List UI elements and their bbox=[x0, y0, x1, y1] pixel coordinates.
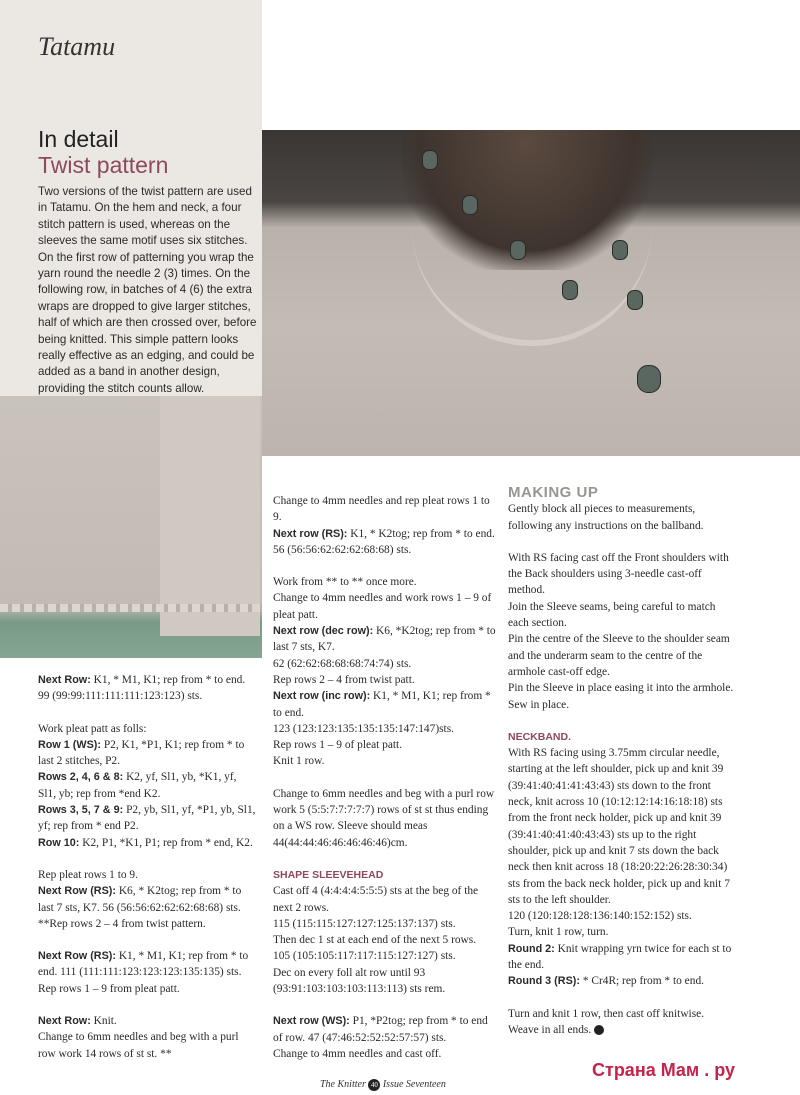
making-up-heading: MAKING UP bbox=[508, 484, 599, 501]
neckband-heading: NECKBAND. bbox=[508, 730, 571, 743]
shape-sleevehead-heading: SHAPE SLEEVEHEAD bbox=[273, 868, 384, 881]
sweater-neck-photo bbox=[262, 130, 800, 456]
page-title: Tatamu bbox=[38, 32, 116, 61]
detail-heading: In detail bbox=[38, 126, 119, 152]
detail-subheading: Twist pattern bbox=[38, 152, 169, 178]
detail-intro: Two versions of the twist pattern are used in Tatamu. On the hem and neck, a four stitch pattern is used, whereas on the sleeves the same motif uses six stitches. On the first row of patterning you wrap the yarn round the needle 2 (3) times. On the following row, in batches of 4 (6) the extra wraps are dropped to give larger stitches, half of which are then crossed over, before being knitted. This simple pattern looks really effective as an edging, and could be added as a band in another design, providing the stitch counts allow. bbox=[38, 185, 257, 395]
sleeve-hem-photo bbox=[0, 396, 262, 658]
page-number: 40 bbox=[368, 1079, 380, 1091]
column-1: Next Row: K1, * M1, K1; rep from * to end. 99 (99:99:111:111:111:123:123) sts. Work pleat patt as folls: Row 1 (WS): P2, K1, *P1, K1; rep from * to last 2 stitches, P2. Rows 2, 4, 6 & 8: K2, yf, Sl1, yb, *K1, yf, Sl1, yb; rep from *end K2. Rows 3, 5, 7 & 9: P2, yb, Sl1, yf, *P1, yb, Sl1, yf; rep from * end P2. Row 10: K2, P1, *K1, P1; rep from * end, K2. Rep pleat rows 1 to 9. Next Row (RS): K6, * K2tog; rep from * to last 7 sts, K7. 56 (56:56:62:62:62:68:68) sts. **Rep rows 2 – 4 from twist pattern. Next Row (RS): K1, * M1, K1; rep from * to end. 111 (111:111:123:123:123:135:135) sts. Rep rows 1 – 9 from pleat patt. Next Row: Knit. Change to 6mm needles and beg with a purl row work 14 rows of st st. ** bbox=[38, 674, 256, 1060]
column-3: MAKING UP Gently block all pieces to measurements, following any instructions on the ballband. With RS facing cast off the Front shoulders with the Back shoulders using 3-needle cast-off method. Join the Sleeve seams, being careful to match each section. Pin the centre of the Sleeve to the shoulder seam and the underarm seam to the centre of the armhole cast-off edge. Pin the Sleeve in place easing it into the armhole. Sew in place. NECKBAND. With RS facing using 3.75mm circular needle, starting at the left shoulder, pick up and knit 39 (39:41:40:41:41:43:43) sts down to the front neck, knit across 10 (10:12:12:14:16:18:18) sts from the front neck holder, pick up and knit 39 (39:41:40:41:40:43:43) sts up to the right shoulder, pick up and knit 7 sts down the back neck then knit across 18 (18:20:22:26:28:30:34) sts from the back neck holder, pick up and knit 7 sts to the left shoulder. 120 (120:128:128:136:140:152:152) sts. Turn, knit 1 row, turn. Round 2: Knit wrapping yrn twice for each st to the end. Round 3 (RS): * Cr4R; rep from * to end. Turn and knit 1 row, then cast off knitwise. Weave in all ends. bbox=[508, 484, 734, 1036]
end-mark-icon bbox=[594, 1025, 604, 1035]
page-footer: The Knitter 40 Issue Seventeen bbox=[320, 1079, 446, 1090]
column-2: Change to 4mm needles and rep pleat rows 1 to 9. Next row (RS): K1, * K2tog; rep from * to end. 56 (56:56:62:62:62:68:68) sts. Work from ** to ** once more. Change to 4mm needles and work rows 1 – 9 of pleat patt. Next row (dec row): K6, *K2tog; rep from * to last 7 sts, K7. 62 (62:62:68:68:68:74:74) sts. Rep rows 2 – 4 from twist patt. Next row (inc row): K1, * M1, K1; rep from * to end. 123 (123:123:135:135:135:147:147)sts. Rep rows 1 – 9 of pleat patt. Knit 1 row. Change to 6mm needles and beg with a purl row work 5 (5:5:7:7:7:7:7) rows of st st thus ending on a WS row. Sleeve should meas 44(44:44:46:46:46:46:46)cm. SHAPE SLEEVEHEAD Cast off 4 (4:4:4:4:5:5:5) sts at the beg of the next 2 rows. 115 (115:115:127:127:125:137:137) sts. Then dec 1 st at each end of the next 5 rows. 105 (105:105:117:117:115:127:127) sts. Dec on every foll alt row until 93 (93:91:103:103:103:113:113) sts rem. Next row (WS): P1, *P2tog; rep from * to end of row. 47 (47:46:52:52:52:57:57) sts. Change to 4mm needles and cast off. bbox=[273, 495, 496, 1060]
watermark: Страна Мам . ру bbox=[592, 1060, 736, 1080]
